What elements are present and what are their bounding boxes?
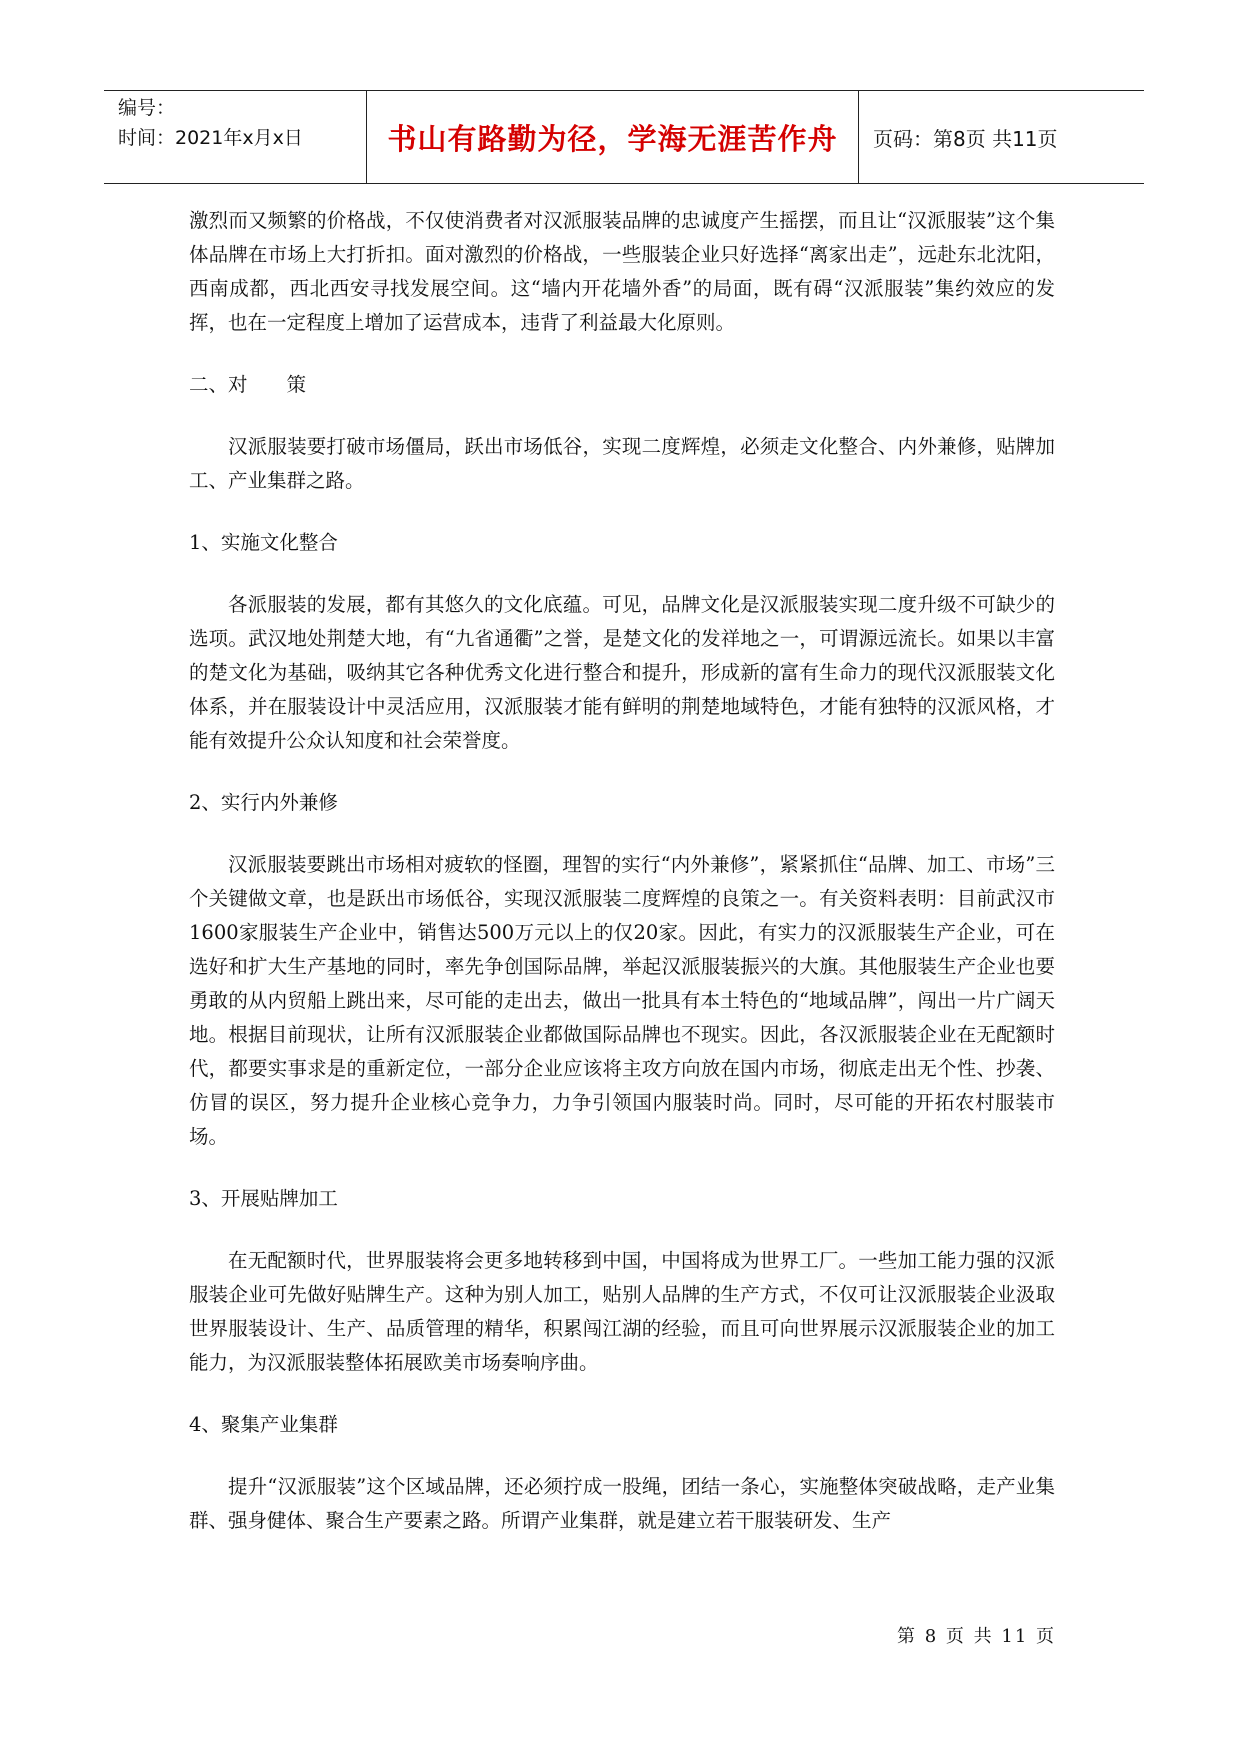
paragraph-oem: 在无配额时代，世界服装将会更多地转移到中国，中国将成为世界工厂。一些加工能力强的汉派服装企业可先做好贴牌生产。这种为别人加工，贴别人品牌的生产方式，不仅可让汉派服装企业汲取世界服装设计、生产、品质管理的精华，积累闯江湖的经验，而且可向世界展示汉派服装企业的加工能力，为汉派服装整体拓展欧美市场奏响序曲。 [189, 1249, 1055, 1374]
paragraph-cluster: 提升“汉派服装”这个区域品牌，还必须拧成一股绳，团结一条心，实施整体突破战略，走产业集群、强身健体、聚合生产要素之路。所谓产业集群，就是建立若干服装研发、生产 [189, 1475, 1055, 1532]
number-label: 编号： [118, 97, 176, 119]
paragraph-intro: 汉派服装要打破市场僵局，跃出市场低谷，实现二度辉煌，必须走文化整合、内外兼修，贴牌加工、产业集群之路。 [189, 435, 1055, 492]
time-label: 时间：2021年x月x日 [118, 127, 303, 149]
paragraph-culture: 各派服装的发展，都有其悠久的文化底蕴。可见，品牌文化是汉派服装实现二度升级不可缺少的选项。武汉地处荆楚大地，有“九省通衢”之誉，是楚文化的发祥地之一，可谓源远流长。如果以丰富的楚文化为基础，吸纳其它各种优秀文化进行整合和提升，形成新的富有生命力的现代汉派服装文化体系，并在服装设计中灵活应用，汉派服装才能有鲜明的荆楚地域特色，才能有独特的汉派风格，才能有效提升公众认知度和社会荣誉度。 [189, 593, 1055, 752]
subheading-inside-outside: 2、实行内外兼修 [189, 791, 338, 814]
paragraph-inside-outside: 汉派服装要跳出市场相对疲软的怪圈，理智的实行“内外兼修”，紧紧抓住“品牌、加工、市场”三个关键做文章，也是跃出市场低谷，实现汉派服装二度辉煌的良策之一。有关资料表明：目前武汉市1600家服装生产企业中，销售达500万元以上的仅20家。因此，有实力的汉派服装生产企业，可在选好和扩大生产基地的同时，率先争创国际品牌，举起汉派服装振兴的大旗。其他服装生产企业也要勇敢的从内贸船上跳出来，尽可能的走出去，做出一批具有本土特色的“地域品牌”，闯出一片广阔天地。根据目前现状，让所有汉派服装企业都做国际品牌也不现实。因此，各汉派服装企业在无配额时代，都要实事求是的重新定位，一部分企业应该将主攻方向放在国内市场，彻底走出无个性、抄袭、仿冒的误区，努力提升企业核心竞争力，力争引领国内服装时尚。同时，尽可能的开拓农村服装市场。 [189, 853, 1055, 1148]
header-meta [104, 91, 367, 183]
subheading-oem: 3、开展贴牌加工 [189, 1187, 338, 1210]
paragraph-continued: 激烈而又频繁的价格战，不仅使消费者对汉派服装品牌的忠诚度产生摇摆，而且让“汉派服装”这个集体品牌在市场上大打折扣。面对激烈的价格战，一些服装企业只好选择“离家出走”，远赴东北沈阳，西南成都，西北西安寻找发展空间。这“墙内开花墙外香”的局面，既有碍“汉派服装”集约效应的发挥，也在一定程度上增加了运营成本，违背了利益最大化原则。 [189, 209, 1055, 334]
subheading-culture: 1、实施文化整合 [189, 531, 338, 554]
page-header [104, 90, 1144, 184]
header-motto: 书山有路勤为径，学海无涯苦作舟 [367, 91, 859, 183]
page-footer: 第 8 页 共 11 页 [897, 1626, 1056, 1647]
subheading-cluster: 4、聚集产业集群 [189, 1413, 338, 1436]
section-heading-countermeasures: 二、对 策 [189, 373, 307, 396]
header-page-code: 页码：第8页 共11页 [873, 126, 1058, 151]
document-body [189, 204, 1055, 1538]
